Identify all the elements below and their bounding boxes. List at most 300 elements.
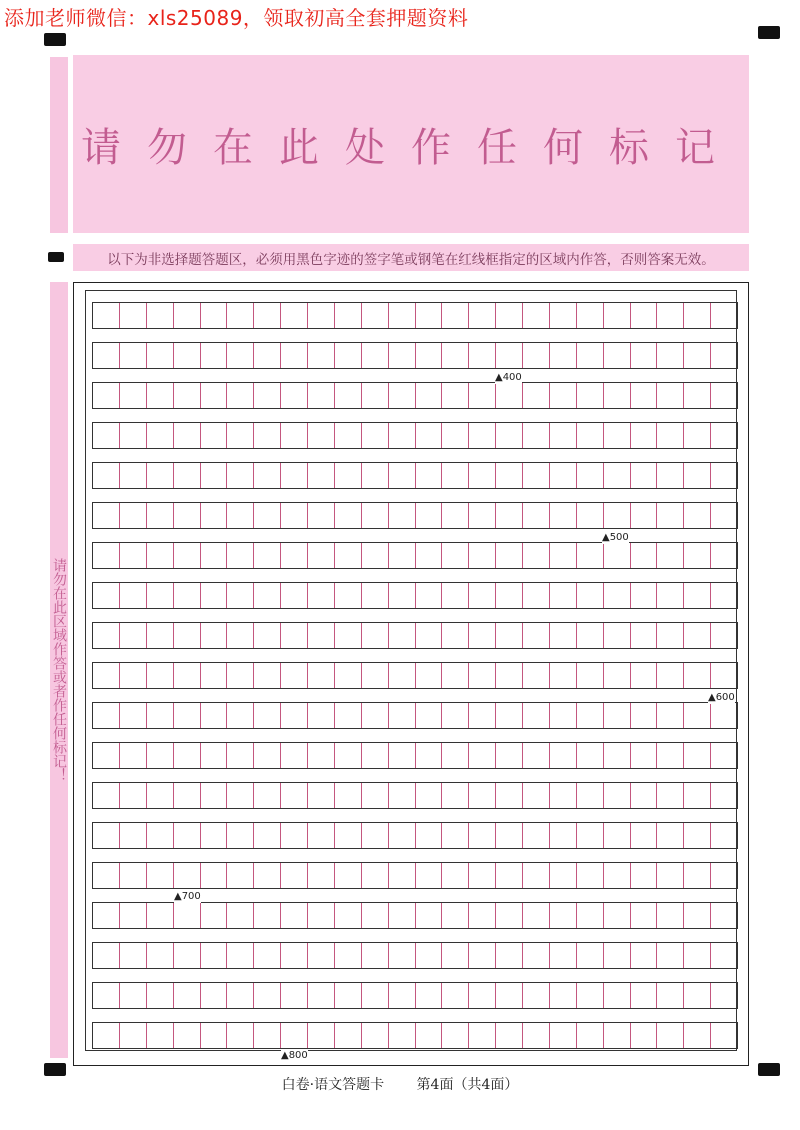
grid-cell[interactable] [201,503,228,528]
grid-cell[interactable] [711,583,738,608]
grid-cell[interactable] [281,743,308,768]
grid-cell[interactable] [308,583,335,608]
grid-cell[interactable] [281,463,308,488]
grid-cell[interactable] [416,743,443,768]
grid-row[interactable] [92,742,738,769]
grid-cell[interactable] [254,863,281,888]
grid-cell[interactable] [120,703,147,728]
grid-cell[interactable] [657,783,684,808]
grid-cell[interactable] [711,503,738,528]
grid-cell[interactable] [281,823,308,848]
grid-cell[interactable] [335,543,362,568]
grid-cell[interactable] [523,623,550,648]
grid-cell[interactable] [227,663,254,688]
grid-cell[interactable] [523,583,550,608]
grid-cell[interactable] [308,623,335,648]
grid-cell[interactable] [416,983,443,1008]
grid-cell[interactable] [469,423,496,448]
grid-cell[interactable] [362,423,389,448]
grid-cell[interactable] [711,823,738,848]
grid-cell[interactable] [577,623,604,648]
grid-cell[interactable] [227,823,254,848]
grid-cell[interactable] [308,663,335,688]
grid-cell[interactable] [469,863,496,888]
grid-row[interactable] [92,462,738,489]
grid-cell[interactable] [147,863,174,888]
grid-cell[interactable] [120,383,147,408]
grid-cell[interactable] [577,863,604,888]
grid-cell[interactable] [523,343,550,368]
grid-cell[interactable] [442,743,469,768]
grid-cell[interactable] [577,343,604,368]
grid-cell[interactable] [93,983,120,1008]
grid-cell[interactable] [523,423,550,448]
grid-cell[interactable] [469,383,496,408]
grid-cell[interactable] [281,863,308,888]
grid-cell[interactable] [362,823,389,848]
grid-cell[interactable] [335,863,362,888]
grid-cell[interactable] [416,943,443,968]
grid-cell[interactable] [523,703,550,728]
grid-cell[interactable] [442,583,469,608]
grid-cell[interactable] [577,583,604,608]
grid-cell[interactable] [604,503,631,528]
grid-cell[interactable] [227,983,254,1008]
grid-cell[interactable] [523,743,550,768]
grid-row[interactable] [92,1022,738,1049]
grid-cell[interactable] [631,743,658,768]
grid-cell[interactable] [711,903,738,928]
grid-cell[interactable] [496,783,523,808]
grid-cell[interactable] [227,463,254,488]
grid-cell[interactable] [254,943,281,968]
grid-cell[interactable] [684,1023,711,1048]
grid-cell[interactable] [577,983,604,1008]
grid-cell[interactable] [469,743,496,768]
grid-cell[interactable] [227,503,254,528]
grid-cell[interactable] [416,863,443,888]
grid-cell[interactable] [442,903,469,928]
grid-cell[interactable] [93,383,120,408]
grid-cell[interactable] [362,1023,389,1048]
grid-cell[interactable] [201,663,228,688]
grid-cell[interactable] [657,903,684,928]
grid-cell[interactable] [550,983,577,1008]
grid-cell[interactable] [281,1023,308,1048]
grid-cell[interactable] [389,503,416,528]
grid-cell[interactable] [416,463,443,488]
grid-cell[interactable] [684,383,711,408]
grid-cell[interactable] [631,903,658,928]
grid-cell[interactable] [93,1023,120,1048]
grid-cell[interactable] [120,903,147,928]
grid-cell[interactable] [147,1023,174,1048]
grid-cell[interactable] [442,943,469,968]
grid-cell[interactable] [523,943,550,968]
grid-cell[interactable] [335,303,362,328]
grid-cell[interactable] [227,623,254,648]
grid-cell[interactable] [389,863,416,888]
grid-cell[interactable] [281,623,308,648]
grid-cell[interactable] [684,903,711,928]
grid-cell[interactable] [550,783,577,808]
grid-cell[interactable] [469,783,496,808]
grid-cell[interactable] [227,303,254,328]
grid-cell[interactable] [496,743,523,768]
grid-cell[interactable] [657,823,684,848]
grid-cell[interactable] [684,983,711,1008]
grid-row[interactable] [92,422,738,449]
grid-cell[interactable] [308,543,335,568]
grid-cell[interactable] [93,503,120,528]
grid-cell[interactable] [120,303,147,328]
grid-cell[interactable] [362,463,389,488]
grid-cell[interactable] [335,423,362,448]
grid-cell[interactable] [469,463,496,488]
grid-cell[interactable] [442,1023,469,1048]
grid-cell[interactable] [657,623,684,648]
grid-cell[interactable] [550,743,577,768]
grid-cell[interactable] [631,783,658,808]
grid-cell[interactable] [254,703,281,728]
grid-cell[interactable] [120,343,147,368]
grid-cell[interactable] [362,743,389,768]
grid-cell[interactable] [684,703,711,728]
grid-cell[interactable] [684,543,711,568]
grid-cell[interactable] [604,783,631,808]
grid-cell[interactable] [550,503,577,528]
grid-cell[interactable] [389,663,416,688]
grid-cell[interactable] [469,703,496,728]
grid-cell[interactable] [281,303,308,328]
grid-cell[interactable] [308,823,335,848]
grid-cell[interactable] [281,503,308,528]
grid-cell[interactable] [174,543,201,568]
grid-cell[interactable] [389,583,416,608]
grid-cell[interactable] [147,303,174,328]
grid-cell[interactable] [335,583,362,608]
grid-cell[interactable] [711,743,738,768]
grid-cell[interactable] [254,543,281,568]
grid-cell[interactable] [362,863,389,888]
grid-cell[interactable] [201,1023,228,1048]
grid-cell[interactable] [711,663,738,688]
grid-cell[interactable] [550,703,577,728]
grid-cell[interactable] [442,623,469,648]
grid-cell[interactable] [174,903,201,928]
grid-cell[interactable] [577,823,604,848]
grid-cell[interactable] [469,943,496,968]
grid-cell[interactable] [227,783,254,808]
grid-cell[interactable] [550,463,577,488]
grid-cell[interactable] [657,583,684,608]
grid-cell[interactable] [93,703,120,728]
grid-cell[interactable] [657,663,684,688]
grid-cell[interactable] [442,783,469,808]
grid-cell[interactable] [281,943,308,968]
grid-cell[interactable] [550,343,577,368]
grid-cell[interactable] [631,383,658,408]
grid-cell[interactable] [174,423,201,448]
grid-cell[interactable] [308,743,335,768]
grid-cell[interactable] [120,743,147,768]
grid-cell[interactable] [308,943,335,968]
grid-cell[interactable] [577,903,604,928]
grid-cell[interactable] [120,1023,147,1048]
grid-cell[interactable] [174,743,201,768]
grid-cell[interactable] [227,583,254,608]
grid-cell[interactable] [657,503,684,528]
grid-cell[interactable] [281,703,308,728]
grid-cell[interactable] [389,303,416,328]
grid-cell[interactable] [174,663,201,688]
grid-row[interactable] [92,902,738,929]
grid-cell[interactable] [201,383,228,408]
grid-cell[interactable] [335,623,362,648]
grid-cell[interactable] [442,303,469,328]
grid-row[interactable] [92,502,738,529]
grid-cell[interactable] [577,383,604,408]
grid-cell[interactable] [281,983,308,1008]
grid-cell[interactable] [657,463,684,488]
grid-cell[interactable] [120,863,147,888]
grid-cell[interactable] [335,383,362,408]
grid-cell[interactable] [604,943,631,968]
grid-cell[interactable] [711,1023,738,1048]
grid-cell[interactable] [227,1023,254,1048]
grid-cell[interactable] [550,903,577,928]
grid-cell[interactable] [684,783,711,808]
grid-cell[interactable] [147,663,174,688]
grid-cell[interactable] [147,623,174,648]
grid-cell[interactable] [523,1023,550,1048]
grid-cell[interactable] [93,823,120,848]
grid-cell[interactable] [442,543,469,568]
grid-cell[interactable] [604,983,631,1008]
grid-cell[interactable] [631,863,658,888]
grid-cell[interactable] [550,543,577,568]
grid-cell[interactable] [389,623,416,648]
grid-cell[interactable] [631,823,658,848]
grid-cell[interactable] [120,623,147,648]
grid-cell[interactable] [147,703,174,728]
grid-cell[interactable] [416,623,443,648]
grid-cell[interactable] [523,543,550,568]
grid-cell[interactable] [308,1023,335,1048]
grid-cell[interactable] [469,583,496,608]
grid-cell[interactable] [442,383,469,408]
grid-cell[interactable] [227,863,254,888]
grid-cell[interactable] [657,863,684,888]
grid-cell[interactable] [201,863,228,888]
grid-cell[interactable] [523,823,550,848]
grid-cell[interactable] [120,463,147,488]
grid-cell[interactable] [550,1023,577,1048]
grid-cell[interactable] [442,503,469,528]
grid-cell[interactable] [631,303,658,328]
grid-cell[interactable] [550,303,577,328]
grid-cell[interactable] [523,783,550,808]
grid-cell[interactable] [389,743,416,768]
grid-cell[interactable] [174,583,201,608]
grid-row[interactable] [92,942,738,969]
grid-cell[interactable] [604,583,631,608]
grid-cell[interactable] [254,783,281,808]
grid-cell[interactable] [577,543,604,568]
grid-cell[interactable] [389,463,416,488]
grid-cell[interactable] [496,1023,523,1048]
grid-cell[interactable] [335,983,362,1008]
grid-cell[interactable] [93,623,120,648]
grid-cell[interactable] [201,823,228,848]
grid-cell[interactable] [657,1023,684,1048]
grid-cell[interactable] [577,423,604,448]
grid-cell[interactable] [335,463,362,488]
grid-cell[interactable] [684,463,711,488]
grid-cell[interactable] [362,623,389,648]
grid-cell[interactable] [657,303,684,328]
grid-cell[interactable] [254,663,281,688]
grid-cell[interactable] [201,583,228,608]
grid-cell[interactable] [523,863,550,888]
grid-cell[interactable] [389,903,416,928]
grid-cell[interactable] [281,543,308,568]
grid-cell[interactable] [147,983,174,1008]
grid-cell[interactable] [227,543,254,568]
grid-cell[interactable] [523,903,550,928]
grid-cell[interactable] [604,823,631,848]
grid-row[interactable] [92,822,738,849]
grid-cell[interactable] [469,823,496,848]
grid-cell[interactable] [362,663,389,688]
grid-cell[interactable] [308,863,335,888]
grid-row[interactable] [92,622,738,649]
grid-cell[interactable] [389,943,416,968]
grid-cell[interactable] [496,583,523,608]
grid-cell[interactable] [227,423,254,448]
grid-cell[interactable] [254,983,281,1008]
grid-cell[interactable] [657,943,684,968]
grid-cell[interactable] [120,423,147,448]
grid-cell[interactable] [254,743,281,768]
grid-cell[interactable] [631,623,658,648]
grid-cell[interactable] [201,343,228,368]
grid-cell[interactable] [254,583,281,608]
grid-cell[interactable] [308,783,335,808]
grid-row[interactable] [92,782,738,809]
grid-cell[interactable] [604,1023,631,1048]
grid-cell[interactable] [416,703,443,728]
grid-cell[interactable] [335,823,362,848]
grid-cell[interactable] [362,583,389,608]
grid-cell[interactable] [174,343,201,368]
grid-cell[interactable] [416,823,443,848]
grid-cell[interactable] [308,983,335,1008]
grid-cell[interactable] [604,743,631,768]
grid-cell[interactable] [442,463,469,488]
grid-cell[interactable] [254,623,281,648]
grid-cell[interactable] [308,503,335,528]
grid-cell[interactable] [227,383,254,408]
grid-cell[interactable] [631,503,658,528]
grid-cell[interactable] [201,543,228,568]
grid-cell[interactable] [93,463,120,488]
grid-cell[interactable] [335,903,362,928]
grid-cell[interactable] [496,503,523,528]
grid-cell[interactable] [93,343,120,368]
grid-cell[interactable] [469,623,496,648]
grid-cell[interactable] [201,983,228,1008]
grid-cell[interactable] [147,463,174,488]
grid-cell[interactable] [523,983,550,1008]
grid-row[interactable] [92,302,738,329]
grid-cell[interactable] [362,503,389,528]
grid-cell[interactable] [469,543,496,568]
grid-cell[interactable] [201,943,228,968]
grid-cell[interactable] [335,1023,362,1048]
grid-cell[interactable] [631,703,658,728]
grid-cell[interactable] [496,663,523,688]
grid-cell[interactable] [281,903,308,928]
grid-cell[interactable] [711,983,738,1008]
grid-cell[interactable] [711,703,738,728]
grid-cell[interactable] [631,583,658,608]
grid-cell[interactable] [93,783,120,808]
grid-cell[interactable] [711,343,738,368]
grid-cell[interactable] [254,463,281,488]
grid-cell[interactable] [631,543,658,568]
grid-cell[interactable] [469,663,496,688]
grid-cell[interactable] [147,743,174,768]
grid-cell[interactable] [93,583,120,608]
grid-cell[interactable] [335,783,362,808]
grid-cell[interactable] [201,463,228,488]
grid-cell[interactable] [201,423,228,448]
grid-cell[interactable] [93,903,120,928]
grid-cell[interactable] [631,1023,658,1048]
grid-cell[interactable] [496,823,523,848]
grid-cell[interactable] [416,503,443,528]
grid-cell[interactable] [442,703,469,728]
grid-cell[interactable] [496,543,523,568]
grid-cell[interactable] [227,903,254,928]
grid-cell[interactable] [93,423,120,448]
grid-cell[interactable] [442,423,469,448]
grid-cell[interactable] [469,343,496,368]
grid-cell[interactable] [227,743,254,768]
grid-cell[interactable] [657,703,684,728]
grid-cell[interactable] [93,543,120,568]
grid-cell[interactable] [389,423,416,448]
grid-cell[interactable] [147,343,174,368]
grid-cell[interactable] [308,303,335,328]
grid-cell[interactable] [93,943,120,968]
grid-cell[interactable] [362,983,389,1008]
grid-cell[interactable] [389,543,416,568]
grid-cell[interactable] [442,983,469,1008]
grid-cell[interactable] [227,343,254,368]
grid-cell[interactable] [362,943,389,968]
grid-cell[interactable] [335,943,362,968]
grid-cell[interactable] [335,743,362,768]
grid-cell[interactable] [496,703,523,728]
grid-cell[interactable] [362,783,389,808]
grid-cell[interactable] [335,663,362,688]
grid-cell[interactable] [523,503,550,528]
grid-cell[interactable] [120,983,147,1008]
grid-cell[interactable] [657,423,684,448]
grid-cell[interactable] [120,783,147,808]
